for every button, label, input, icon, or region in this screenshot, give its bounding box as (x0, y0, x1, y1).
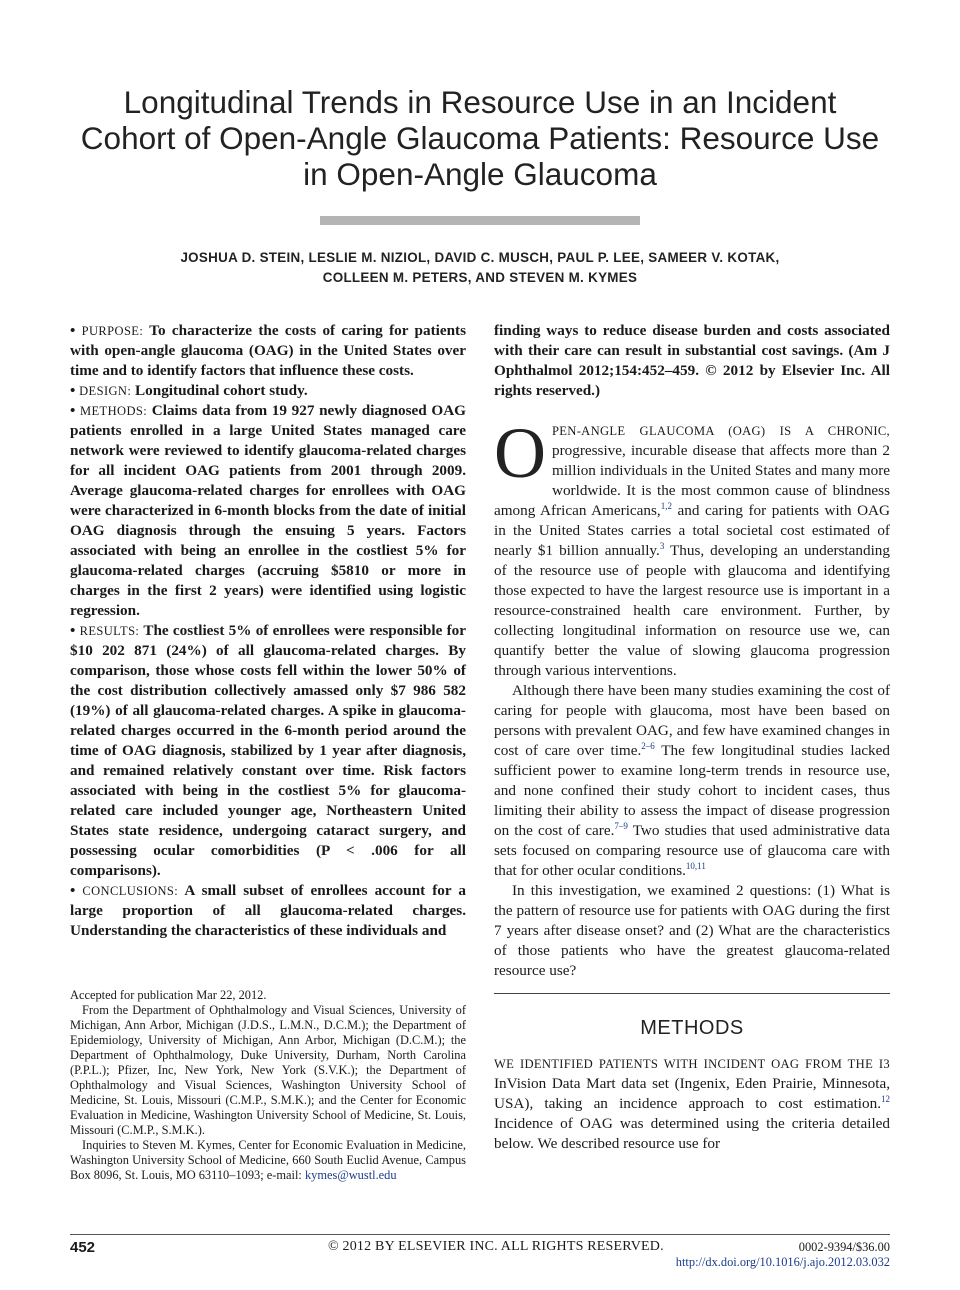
methods-text: Claims data from 19 927 newly diagnosed OAG patients enrolled in a large United States managed care network were reviewed to identify glaucoma-related charges for all incident OAG patients from 2001 through 2009. Average glaucoma-related charges for enrollees with OAG were characterized in 6-month blocks from the date of initial OAG diagnosis through the ensuing 5 years. Factors associated with being an enrollee in the costliest 5% for glaucoma-related charges (accruing $5810 or more in charges in the first 2 years) were identified using logistic regression. (70, 402, 466, 619)
footnotes (70, 988, 466, 1183)
main-text (494, 321, 890, 1154)
methods-text-a: InVision Data Mart data set (Ingenix, Eden Prairie, Minnesota, USA), taking an incidence approach to cost estimation. (494, 1075, 890, 1112)
author-list (90, 248, 870, 288)
purpose-label: PURPOSE: (81, 324, 144, 338)
abstract (70, 321, 466, 941)
intro-text-c: Thus, developing an understanding of the resource use of people with glaucoma and identifying those expected to have the largest resource use is important in a resource-constrained health care environment. Further, by collecting longitudinal information on resource use we, can quantify better the value of slowing glaucoma progression through various interventions. (494, 542, 890, 679)
bullet: • (70, 382, 76, 399)
intro-lead-in: PEN-ANGLE GLAUCOMA (OAG) IS A CHRONIC, (552, 424, 890, 438)
intro-paragraph-2 (494, 681, 890, 881)
design-label: DESIGN: (79, 384, 132, 398)
title-rule (320, 216, 640, 225)
intro-paragraph-1 (494, 413, 890, 681)
results-text: The costliest 5% of enrollees were responsible for $10 202 871 (24%) of all glaucoma-related charges. By comparison, those whose costs fell within the lower 50% of the cost distribution collectively amassed only $7 986 582 (19%) of all glaucoma-related charges. A spike in glaucoma-related charges occurred in the 6-month period around the time of OAG diagnosis, stabilized by 1 year after diagnosis, and remained relatively constant over time. Risk factors associated with being in the costliest 5% for glaucoma-related care included younger age, Northeastern United States state residence, undergoing cataract surgery, and possessing ocular comorbidities (P < .006 for all comparisons). (70, 622, 467, 879)
abstract-continuation: finding ways to reduce disease burden and costs associated with their care can result in substantial cost savings. (Am J Ophthalmol 2012;154:452–459. © 2012 by Elsevier Inc. All rights reserved.) (494, 322, 890, 399)
intro-text-b: and caring for patients with OAG in the United States carries a total societal cost estimated of nearly $1 billion annually. (494, 502, 890, 559)
methods-paragraph-1 (494, 1054, 890, 1154)
issn-price: 0002-9394/$36.00 (798, 1240, 890, 1254)
abstract-results (70, 621, 466, 881)
affiliations-note: From the Department of Ophthalmology and Visual Sciences, University of Michigan, Ann Arbor, Michigan (J.D.S., L.M.N., D.C.M.); the Department of Epidemiology, University of Michigan, Ann Arbor, Michigan (D.C.M.); the Department of Ophthalmology, Duke University, Durham, North Carolina (P.P.L.); Pfizer, Inc, New York, New York (S.V.K.); the Department of Ophthalmology and Visual Sciences, Washington University School of Medicine, St. Louis, Missouri (C.M.P., S.M.K.); and the Center for Economic Evaluation in Medicine, Washington University School of Medicine, St. Louis, Missouri (C.M.P., S.M.K.). (70, 1003, 466, 1137)
p2-text-c: Two studies that used administrative data sets focused on comparing resource use of glaucoma care with that for other ocular conditions. (494, 822, 891, 879)
email-link[interactable]: kymes@wustl.edu (304, 1168, 397, 1182)
results-label: RESULTS: (79, 624, 140, 638)
citation-ref[interactable]: 7–9 (614, 820, 628, 831)
intro-text-a: progressive, incurable disease that affects more than 2 million individuals in the United States and many more worldwide. It is the most common cause of blindness among African Americans, (494, 442, 890, 519)
citation-ref[interactable]: 2–6 (641, 740, 655, 751)
section-divider (494, 993, 890, 994)
inquiries-note (70, 1138, 466, 1183)
purpose-text: To characterize the costs of caring for patients with open-angle glaucoma (OAG) in the United States over time and to identify factors that influence these costs. (70, 322, 467, 379)
abstract-purpose (70, 321, 466, 381)
copyright-notice: © 2012 BY ELSEVIER INC. ALL RIGHTS RESERVED. (328, 1239, 664, 1254)
conclusions-text: A small subset of enrollees account for a large proportion of all glaucoma-related charges. Understanding the characteristics of these individuals and (70, 882, 466, 939)
bullet: • (70, 622, 76, 639)
accepted-note: Accepted for publication Mar 22, 2012. (70, 988, 267, 1002)
authors-line-1: JOSHUA D. STEIN, LESLIE M. NIZIOL, DAVID C. MUSCH, PAUL P. LEE, SAMEER V. KOTAK, (180, 250, 780, 265)
doi-link[interactable]: http://dx.doi.org/10.1016/j.ajo.2012.03.032 (675, 1255, 890, 1269)
citation-ref[interactable]: 1,2 (660, 500, 672, 511)
citation-ref[interactable]: 12 (881, 1093, 890, 1104)
conclusions-label: CONCLUSIONS: (82, 884, 179, 898)
article-title: Longitudinal Trends in Resource Use in an Incident Cohort of Open-Angle Glaucoma Patients: Resource Use in Open-Angle Glaucoma (80, 84, 880, 192)
inquiries-text: Inquiries to Steven M. Kymes, Center for Economic Evaluation in Medicine, Washington University School of Medicine, 660 South Euclid Avenue, Campus Box 8096, St. Louis, MO 63110–1093; e-mail: (70, 1138, 466, 1182)
drop-cap: O (494, 413, 546, 493)
p2-text-a: Although there have been many studies examining the cost of caring for people with glaucoma, most have been based on persons with prevalent OAG, and few have examined changes in cost of care over time. (494, 682, 890, 759)
authors-line-2: COLLEEN M. PETERS, AND STEVEN M. KYMES (322, 270, 638, 285)
methods-label: METHODS: (80, 404, 148, 418)
abstract-design (70, 381, 466, 401)
abstract-methods (70, 401, 466, 621)
design-text: Longitudinal cohort study. (135, 382, 308, 399)
page-footer (70, 1234, 890, 1275)
page-number: 452 (70, 1239, 96, 1256)
methods-lead-in: WE IDENTIFIED PATIENTS WITH INCIDENT OAG FROM THE I3 (494, 1057, 890, 1071)
issn-block (676, 1240, 890, 1270)
methods-heading: METHODS (640, 1017, 744, 1039)
abstract-conclusions (70, 881, 466, 941)
bullet: • (70, 882, 76, 899)
bullet: • (70, 322, 76, 339)
p2-text-b: The few longitudinal studies lacked sufficient power to examine long-term trends in resource use, and none confined their study cohort to incident cases, thus limiting their ability to assess the impact of disease progression on the cost of care. (494, 742, 890, 839)
citation-ref[interactable]: 3 (659, 540, 665, 551)
methods-text-b: Incidence of OAG was determined using the criteria detailed below. We described resource use for (494, 1115, 890, 1152)
bullet: • (70, 402, 76, 419)
intro-paragraph-3: In this investigation, we examined 2 questions: (1) What is the pattern of resource use for patients with OAG during the first 7 years after disease onset? and (2) What are the characteristics of those patients who have the greatest glaucoma-related resource use? (494, 882, 890, 979)
citation-ref[interactable]: 10,11 (685, 860, 706, 871)
